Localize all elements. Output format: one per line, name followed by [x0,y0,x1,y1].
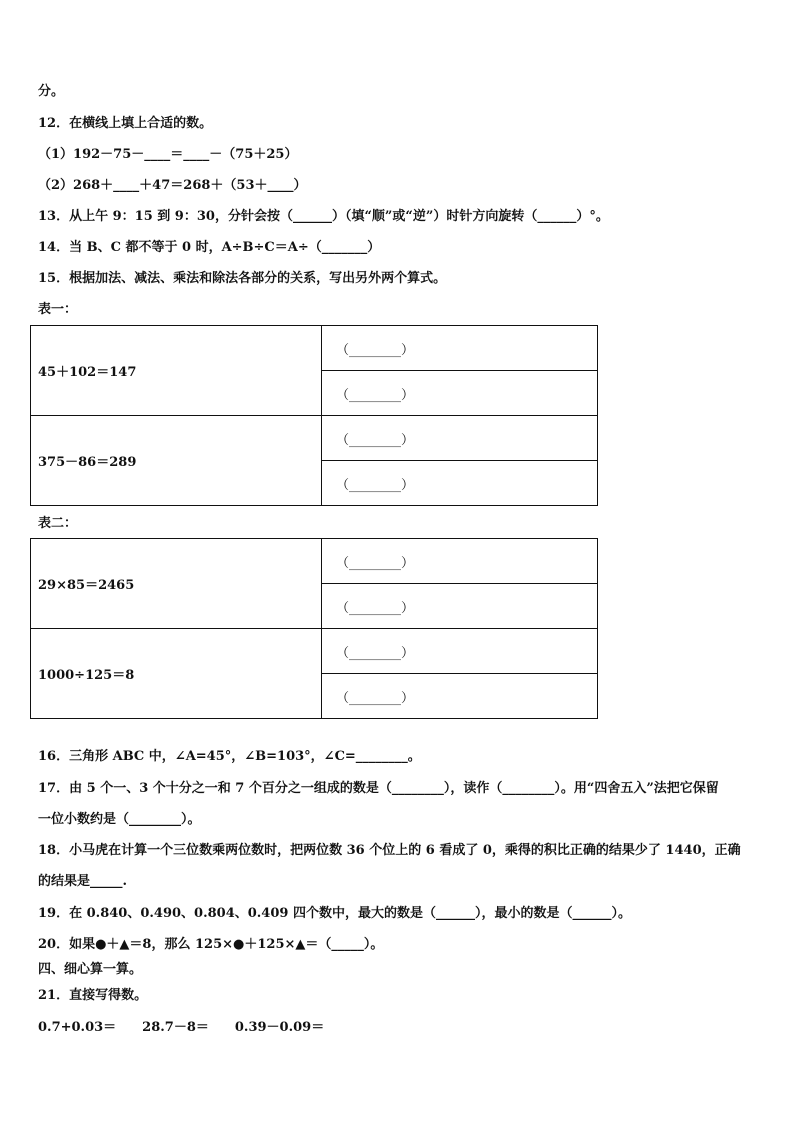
answer-blank: （________） [322,326,598,371]
question-21-calc: 0.7+0.03＝ 28.7－8＝ 0.39－0.09＝ [38,1020,325,1035]
answer-blank: （________） [322,629,598,674]
equation-cell: 375－86＝289 [31,416,322,506]
answer-blank: （________） [322,539,598,584]
question-19: 19．在 0.840、0.490、0.804、0.409 四个数中，最大的数是（______），最小的数是（______）。 [38,906,631,921]
question-12-part2: （2）268＋____＋47＝268＋（53＋____） [38,178,307,193]
table-row [31,416,598,461]
question-17: 17．由 5 个一、3 个十分之一和 7 个百分之一组成的数是（________），读作（________）。用“四舍五入”法把它保留 [38,781,719,796]
table-1-label: 表一： [38,302,78,317]
equation-cell: 1000÷125＝8 [31,629,322,719]
answer-blank: （________） [322,416,598,461]
question-20: 20．如果●＋▲＝8，那么 125×●＋125×▲＝（_____）。 [38,937,384,952]
question-12: 12．在横线上填上合适的数。 [38,116,213,131]
equation-cell: 45＋102＝147 [31,326,322,416]
answer-blank: （________） [322,371,598,416]
table-2-label: 表二： [38,516,78,531]
question-16: 16．三角形 ABC 中，∠A=45°，∠B=103°，∠C=________。 [38,749,421,764]
question-12-part1: （1）192－75－____＝____－（75＋25） [38,147,298,162]
answer-blank: （________） [322,461,598,506]
answer-blank: （________） [322,584,598,629]
question-13: 13．从上午 9：15 到 9：30，分针会按（______）（填“顺”或“逆”）时针方向旋转（______）°。 [38,209,609,224]
answer-blank: （________） [322,674,598,719]
question-17-cont: 一位小数约是（________）。 [38,812,201,827]
table-row [31,629,598,674]
question-18: 18．小马虎在计算一个三位数乘两位数时，把两位数 36 个位上的 6 看成了 0，乘得的积比正确的结果少了 1440，正确 [38,843,741,858]
equation-cell: 29×85＝2465 [31,539,322,629]
question-15: 15．根据加法、减法、乘法和除法各部分的关系，写出另外两个算式。 [38,271,447,286]
table-row [31,326,598,371]
table-row [31,539,598,584]
table-1 [30,325,598,506]
table-2 [30,538,598,719]
question-18-cont: 的结果是_____. [38,874,128,889]
text-line: 分。 [38,84,65,99]
question-21: 21．直接写得数。 [38,988,148,1003]
section-4-heading: 四、细心算一算。 [38,962,143,977]
question-14: 14．当 B、C 都不等于 0 时，A÷B÷C＝A÷（_______） [38,240,381,255]
